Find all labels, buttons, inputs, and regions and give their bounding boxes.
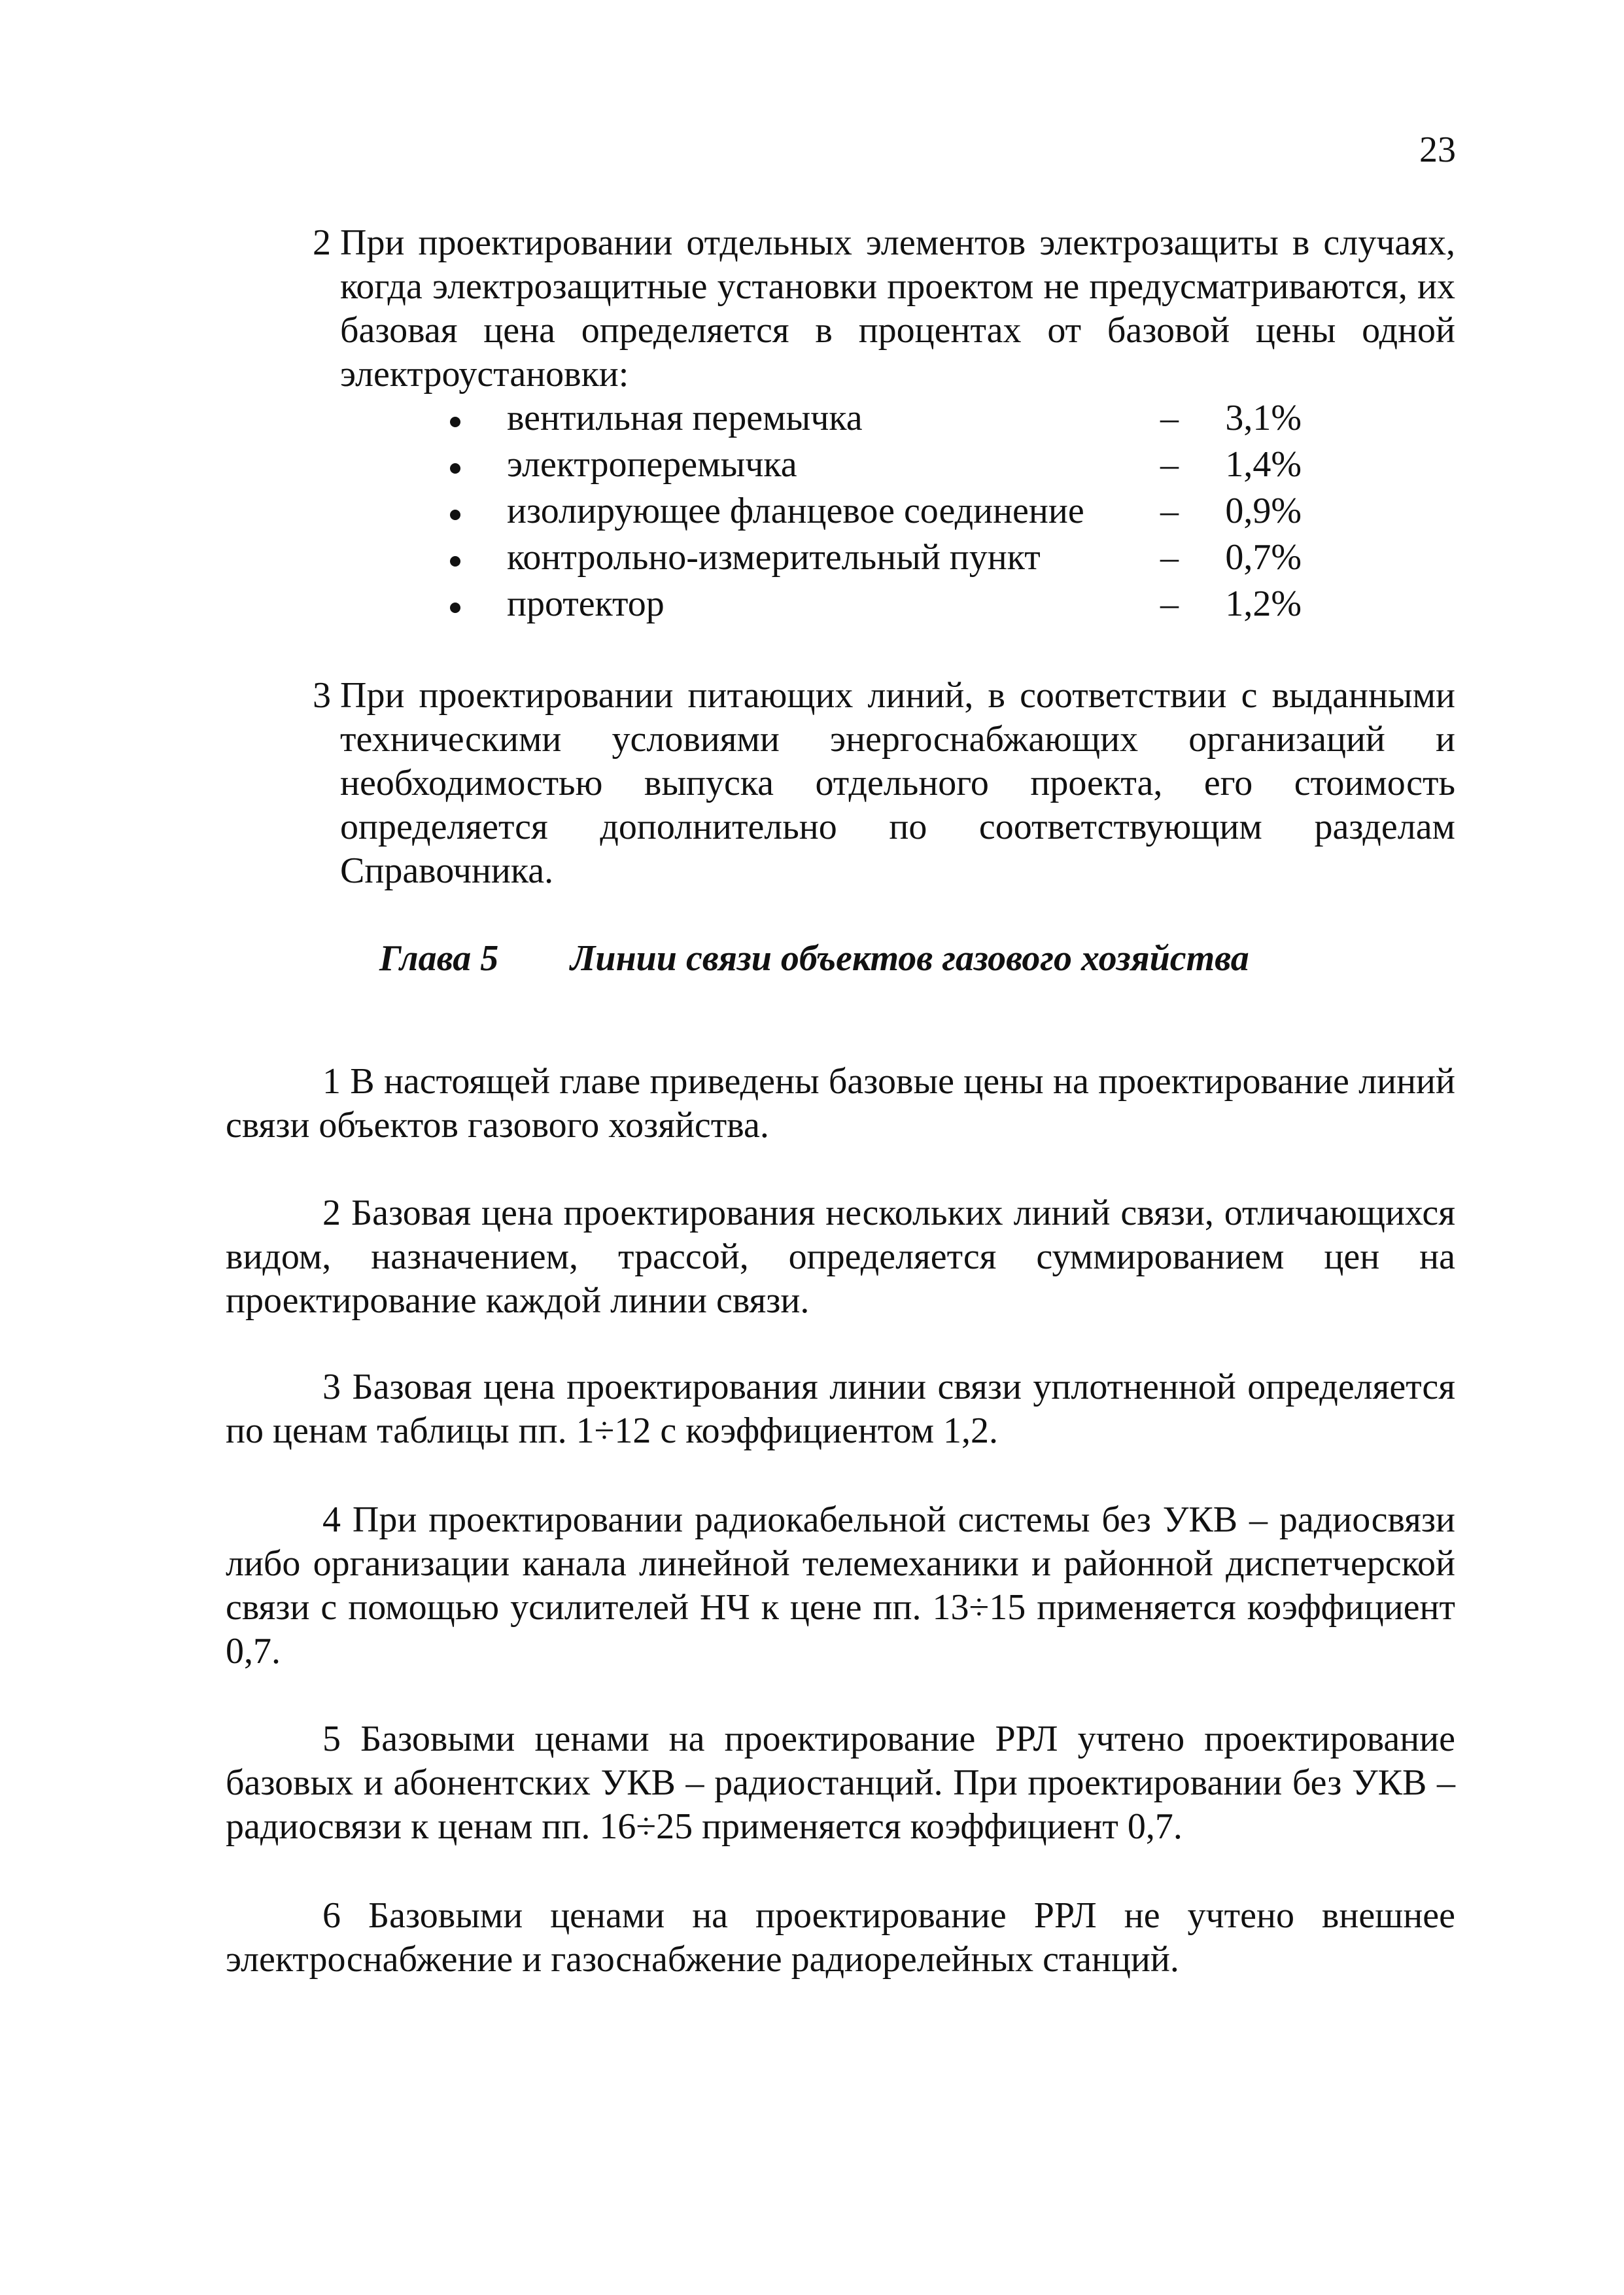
list-item: [458, 489, 1302, 536]
electro-item-3: [313, 674, 1455, 893]
bullet-icon: [450, 603, 460, 613]
list-item: [458, 536, 1302, 582]
list-item: [458, 582, 1302, 629]
list-item-dash: –: [1160, 584, 1179, 624]
list-item-dash: –: [1160, 398, 1179, 438]
chapter-paragraph-2: [226, 1191, 1455, 1323]
bullet-icon: [450, 556, 460, 567]
list-item: [458, 443, 1302, 489]
list-item-value: 0,9%: [1225, 491, 1302, 531]
list-item-dash: –: [1160, 537, 1179, 578]
paragraph-text: 6 Базовыми ценами на проектирование РРЛ не учтено внешнее электроснабжение и газоснабжение радиорелейных станций.: [226, 1895, 1455, 1980]
list-item-label: электроперемычка: [507, 444, 797, 485]
list-item: [458, 396, 1302, 443]
chapter-paragraph-5: [226, 1717, 1455, 1849]
item-text: При проектировании питающих линий, в соответствии с выданными техническими условиями энергоснабжающих организаций и необходимостью выпуска отдельного проекта, его стоимость определяется дополнительно по соответствующим разделам Справочника.: [340, 675, 1455, 891]
item-number: 2: [313, 222, 331, 263]
list-item-dash: –: [1160, 491, 1179, 531]
page-number: 23: [1419, 130, 1456, 170]
bullet-icon: [450, 417, 460, 427]
chapter-heading: [379, 937, 1249, 981]
list-item-dash: –: [1160, 444, 1179, 485]
percent-list: [458, 396, 1302, 629]
paragraph-text: 3 Базовая цена проектирования линии связи уплотненной определяется по ценам таблицы пп. 1÷12 с коэффициентом 1,2.: [226, 1367, 1455, 1451]
list-item-label: протектор: [507, 584, 665, 624]
chapter-title: Линии связи объектов газового хозяйства: [570, 938, 1249, 979]
item-number: 3: [313, 675, 331, 716]
list-item-value: 0,7%: [1225, 537, 1302, 578]
bullet-icon: [450, 463, 460, 474]
list-item-label: изолирующее фланцевое соединение: [507, 491, 1084, 531]
chapter-paragraph-4: [226, 1498, 1455, 1673]
paragraph-text: 5 Базовыми ценами на проектирование РРЛ учтено проектирование базовых и абонентских УКВ – радиостанций. При проектировании без УКВ – радиосвязи к ценам пп. 16÷25 применяется коэффициент 0,7.: [226, 1719, 1455, 1847]
electro-item-2: [313, 221, 1455, 396]
chapter-paragraph-1: [226, 1060, 1455, 1148]
paragraph-text: 2 Базовая цена проектирования нескольких линий связи, отличающихся видом, назначением, трассой, определяется суммированием цен на проектирование каждой линии связи.: [226, 1193, 1455, 1321]
paragraph-text: 4 При проектировании радиокабельной системы без УКВ – радиосвязи либо организации канала линейной телемеханики и районной диспетчерской связи с помощью усилителей НЧ к цене пп. 13÷15 применяется коэффициент 0,7.: [226, 1499, 1455, 1672]
paragraph-text: 1 В настоящей главе приведены базовые цены на проектирование линий связи объектов газового хозяйства.: [226, 1061, 1455, 1146]
chapter-label: Глава 5: [379, 938, 499, 979]
bullet-icon: [450, 510, 460, 520]
list-item-value: 3,1%: [1225, 398, 1302, 438]
list-item-label: вентильная перемычка: [507, 398, 863, 438]
list-item-value: 1,2%: [1225, 584, 1302, 624]
item-text: При проектировании отдельных элементов электрозащиты в случаях, когда электрозащитные установки проектом не предусматриваются, их базовая цена определяется в процентах от базовой цены одной электроустановки:: [340, 222, 1455, 394]
list-item-value: 1,4%: [1225, 444, 1302, 485]
list-item-label: контрольно-измерительный пункт: [507, 537, 1041, 578]
chapter-paragraph-3: [226, 1365, 1455, 1453]
chapter-paragraph-6: [226, 1894, 1455, 1982]
